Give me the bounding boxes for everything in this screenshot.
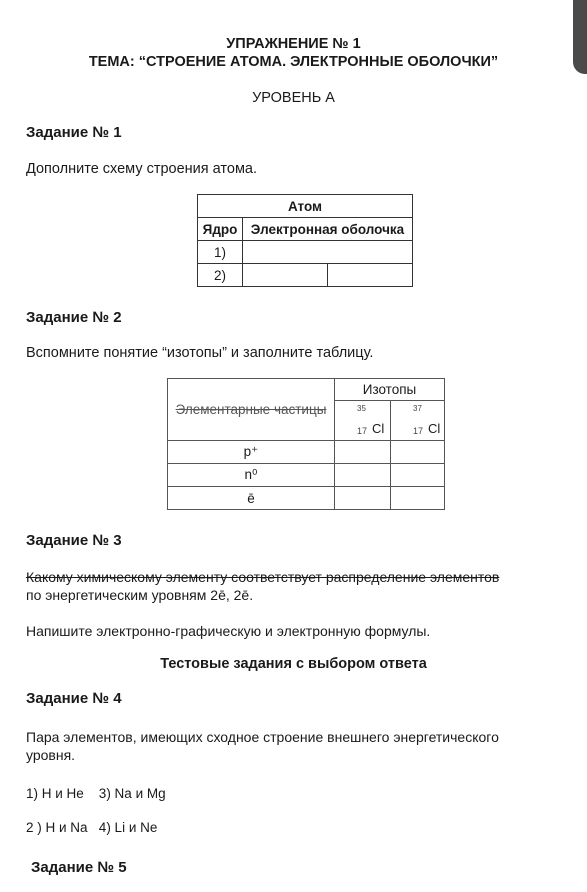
- task3-line2: по энергетическим уровням 2ē, 2ē.: [26, 587, 254, 603]
- isotopes-table: [167, 378, 445, 510]
- isotope-cl37: [391, 401, 445, 441]
- task3-line1: Какому химическому элементу соответствует распределение элементов: [26, 569, 500, 585]
- exercise-title: УПРАЖНЕНИЕ № 1: [226, 36, 361, 52]
- particle-electron: ē: [168, 487, 335, 510]
- exercise-topic: ТЕМА: “СТРОЕНИЕ АТОМА. ЭЛЕКТРОННЫЕ ОБОЛОЧКИ”: [88, 54, 499, 70]
- task1-heading: Задание № 1: [26, 124, 122, 141]
- atom-table: [197, 194, 413, 287]
- particles-header: Элементарные частицы: [168, 379, 335, 441]
- task1-text: Дополните схему строения атома.: [26, 161, 258, 177]
- isotope-symbol: Cl: [428, 420, 441, 436]
- tests-heading: Тестовые задания с выбором ответа: [160, 656, 427, 672]
- task4-options-row2: 2 ) H и Na 4) Li и Ne: [26, 820, 158, 835]
- atom-table-cell[interactable]: [328, 264, 413, 287]
- task4-line2: уровня.: [26, 747, 76, 763]
- isotope-atomic-number: 17: [357, 425, 368, 436]
- isotope-mass: 35: [357, 403, 366, 413]
- particle-neutron: n⁰: [168, 464, 335, 487]
- atom-table-col-nucleus: Ядро: [198, 218, 243, 241]
- task4-line1: Пара элементов, имеющих сходное строение внешнего энергетического: [26, 729, 499, 745]
- task3-line3: Напишите электронно-графическую и электронную формулы.: [26, 623, 431, 639]
- task4-heading: Задание № 4: [26, 690, 122, 707]
- isotope-cl35: [335, 401, 391, 441]
- atom-table-col-shell: Электронная оболочка: [243, 218, 413, 241]
- atom-table-row2-label: 2): [198, 264, 243, 287]
- isotope-cell[interactable]: [335, 441, 391, 464]
- isotope-cell[interactable]: [391, 441, 445, 464]
- isotopes-header: Изотопы: [335, 379, 445, 401]
- task2-text: Вспомните понятие “изотопы” и заполните таблицу.: [26, 345, 374, 361]
- isotope-cell[interactable]: [391, 464, 445, 487]
- isotope-cell[interactable]: [391, 487, 445, 510]
- isotope-atomic-number: 17: [413, 425, 424, 436]
- particle-proton: p⁺: [168, 441, 335, 464]
- isotope-mass: 37: [413, 403, 422, 413]
- atom-table-cell[interactable]: [243, 241, 413, 264]
- atom-table-row1-label: 1): [198, 241, 243, 264]
- task4-options-row1: 1) H и He 3) Na и Mg: [26, 786, 166, 801]
- isotope-symbol: Cl: [372, 420, 385, 436]
- isotope-cell[interactable]: [335, 487, 391, 510]
- atom-table-cell[interactable]: [243, 264, 328, 287]
- task3-heading: Задание № 3: [26, 532, 122, 549]
- atom-table-title: Атом: [198, 195, 413, 218]
- level-label: УРОВЕНЬ А: [252, 90, 335, 106]
- task2-heading: Задание № 2: [26, 309, 122, 326]
- isotope-cell[interactable]: [335, 464, 391, 487]
- task5-heading: Задание № 5: [31, 859, 127, 876]
